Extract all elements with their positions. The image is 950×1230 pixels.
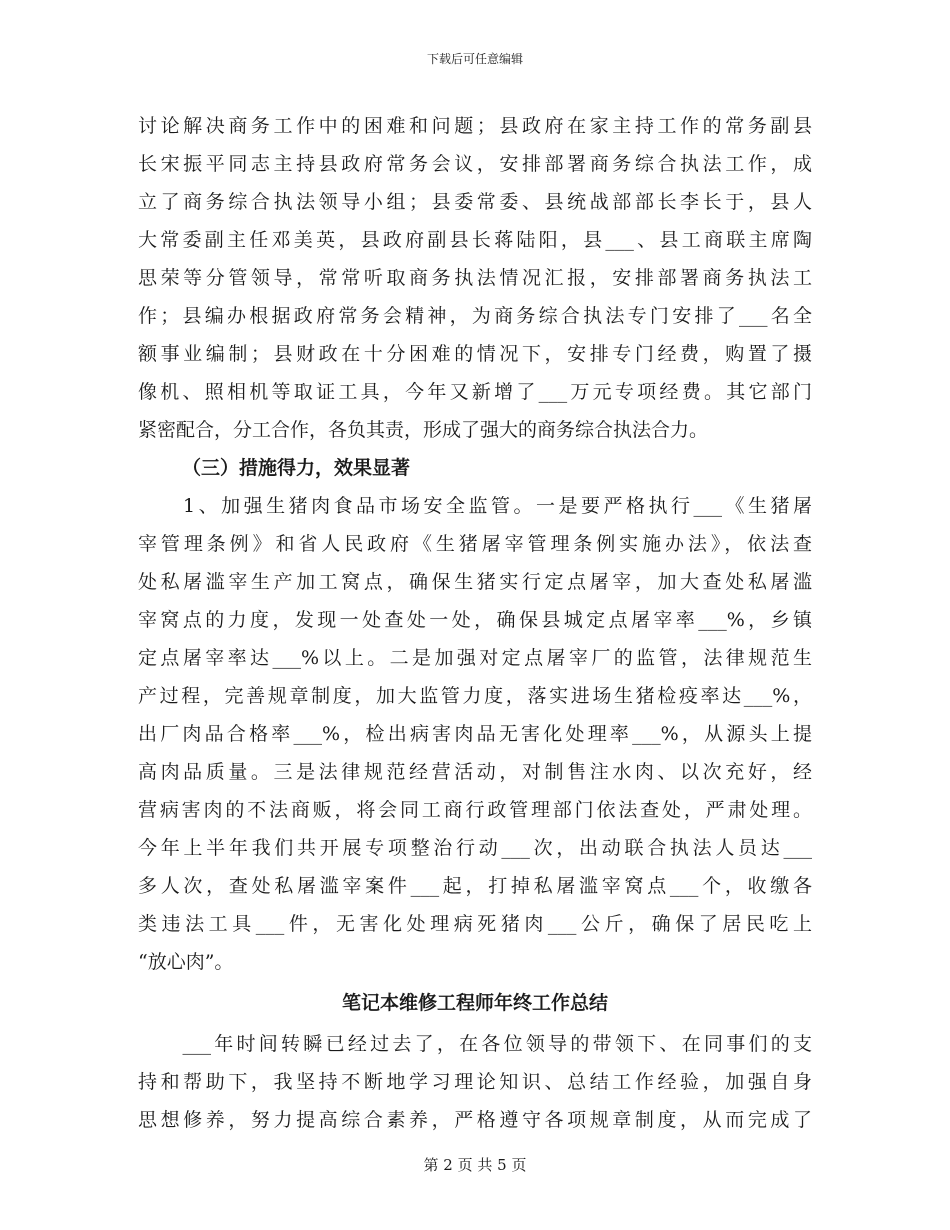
paragraph-pork-supervision (138, 487, 812, 981)
text-line: 长宋振平同志主持县政府常务会议，安排部署商务综合执法工作，成 (138, 153, 812, 175)
text-line: “放心肉”。 (138, 951, 234, 973)
document-title: 笔记本维修工程师年终工作总结 (341, 992, 608, 1014)
text-line: 出厂肉品合格率___%，检出病害肉品无害化处理率___%，从源头上提 (138, 723, 812, 745)
document-body (138, 107, 812, 1139)
text-line: 持和帮助下，我坚持不断地学习理论知识、总结工作经验，加强自身 (138, 1071, 812, 1093)
section-subheading: （三）措施得力，效果显著 (182, 457, 411, 479)
text-line: 紧密配合，分工合作，各负其责，形成了强大的商务综合执法合力。 (138, 419, 709, 441)
text-line: 宰窝点的力度，发现一处查处一处，确保县城定点屠宰率___%，乡镇 (138, 609, 812, 631)
page-header: 下载后可任意编辑 (426, 52, 523, 66)
text-line: 额事业编制；县财政在十分困难的情况下，安排专门经费，购置了摄 (138, 343, 812, 365)
text-line: 立了商务综合执法领导小组；县委常委、县统战部部长李长于，县人 (138, 191, 812, 213)
text-line: 宰管理条例》和省人民政府《生猪屠宰管理条例实施办法》，依法查 (138, 533, 812, 555)
text-line: ___年时间转瞬已经过去了，在各位领导的带领下、在同事们的支 (138, 1033, 812, 1055)
text-line: 大常委副主任邓美英，县政府副县长蒋陆阳，县___、县工商联主席陶 (138, 229, 812, 251)
text-line: 营病害肉的不法商贩，将会同工商行政管理部门依法查处，严肃处理。 (138, 799, 812, 821)
text-line: 讨论解决商务工作中的困难和问题；县政府在家主持工作的常务副县 (138, 115, 812, 137)
text-line: 产过程，完善规章制度，加大监管力度，落实进场生猪检疫率达___%， (138, 685, 812, 707)
text-line: 像机、照相机等取证工具，今年又新增了___万元专项经费。其它部门 (138, 381, 812, 403)
text-line: 高肉品质量。三是法律规范经营活动，对制售注水肉、以次充好，经 (138, 761, 812, 783)
page-number-footer: 第 2 页 共 5 页 (423, 1156, 527, 1174)
text-line: 处私屠滥宰生产加工窝点，确保生猪实行定点屠宰，加大查处私屠滥 (138, 571, 812, 593)
paragraph-year-summary (138, 1025, 812, 1139)
text-line: 定点屠宰率达___%以上。二是加强对定点屠宰厂的监管，法律规范生 (138, 647, 812, 669)
text-line: 思荣等分管领导，常常听取商务执法情况汇报，安排部署商务执法工 (138, 267, 812, 289)
text-line: 类违法工具___件，无害化处理病死猪肉___公斤，确保了居民吃上 (138, 913, 812, 935)
text-line: 多人次，查处私屠滥宰案件___起，打掉私屠滥宰窝点___个，收缴各 (138, 875, 812, 897)
text-line: 1、加强生猪肉食品市场安全监管。一是要严格执行___《生猪屠 (138, 495, 812, 517)
text-line: 作；县编办根据政府常务会精神，为商务综合执法专门安排了___名全 (138, 305, 812, 327)
text-line: 今年上半年我们共开展专项整治行动___次，出动联合执法人员达___ (138, 837, 812, 859)
text-line: 思想修养，努力提高综合素养，严格遵守各项规章制度，从而完成了 (138, 1109, 812, 1131)
paragraph-leadership (138, 107, 812, 449)
